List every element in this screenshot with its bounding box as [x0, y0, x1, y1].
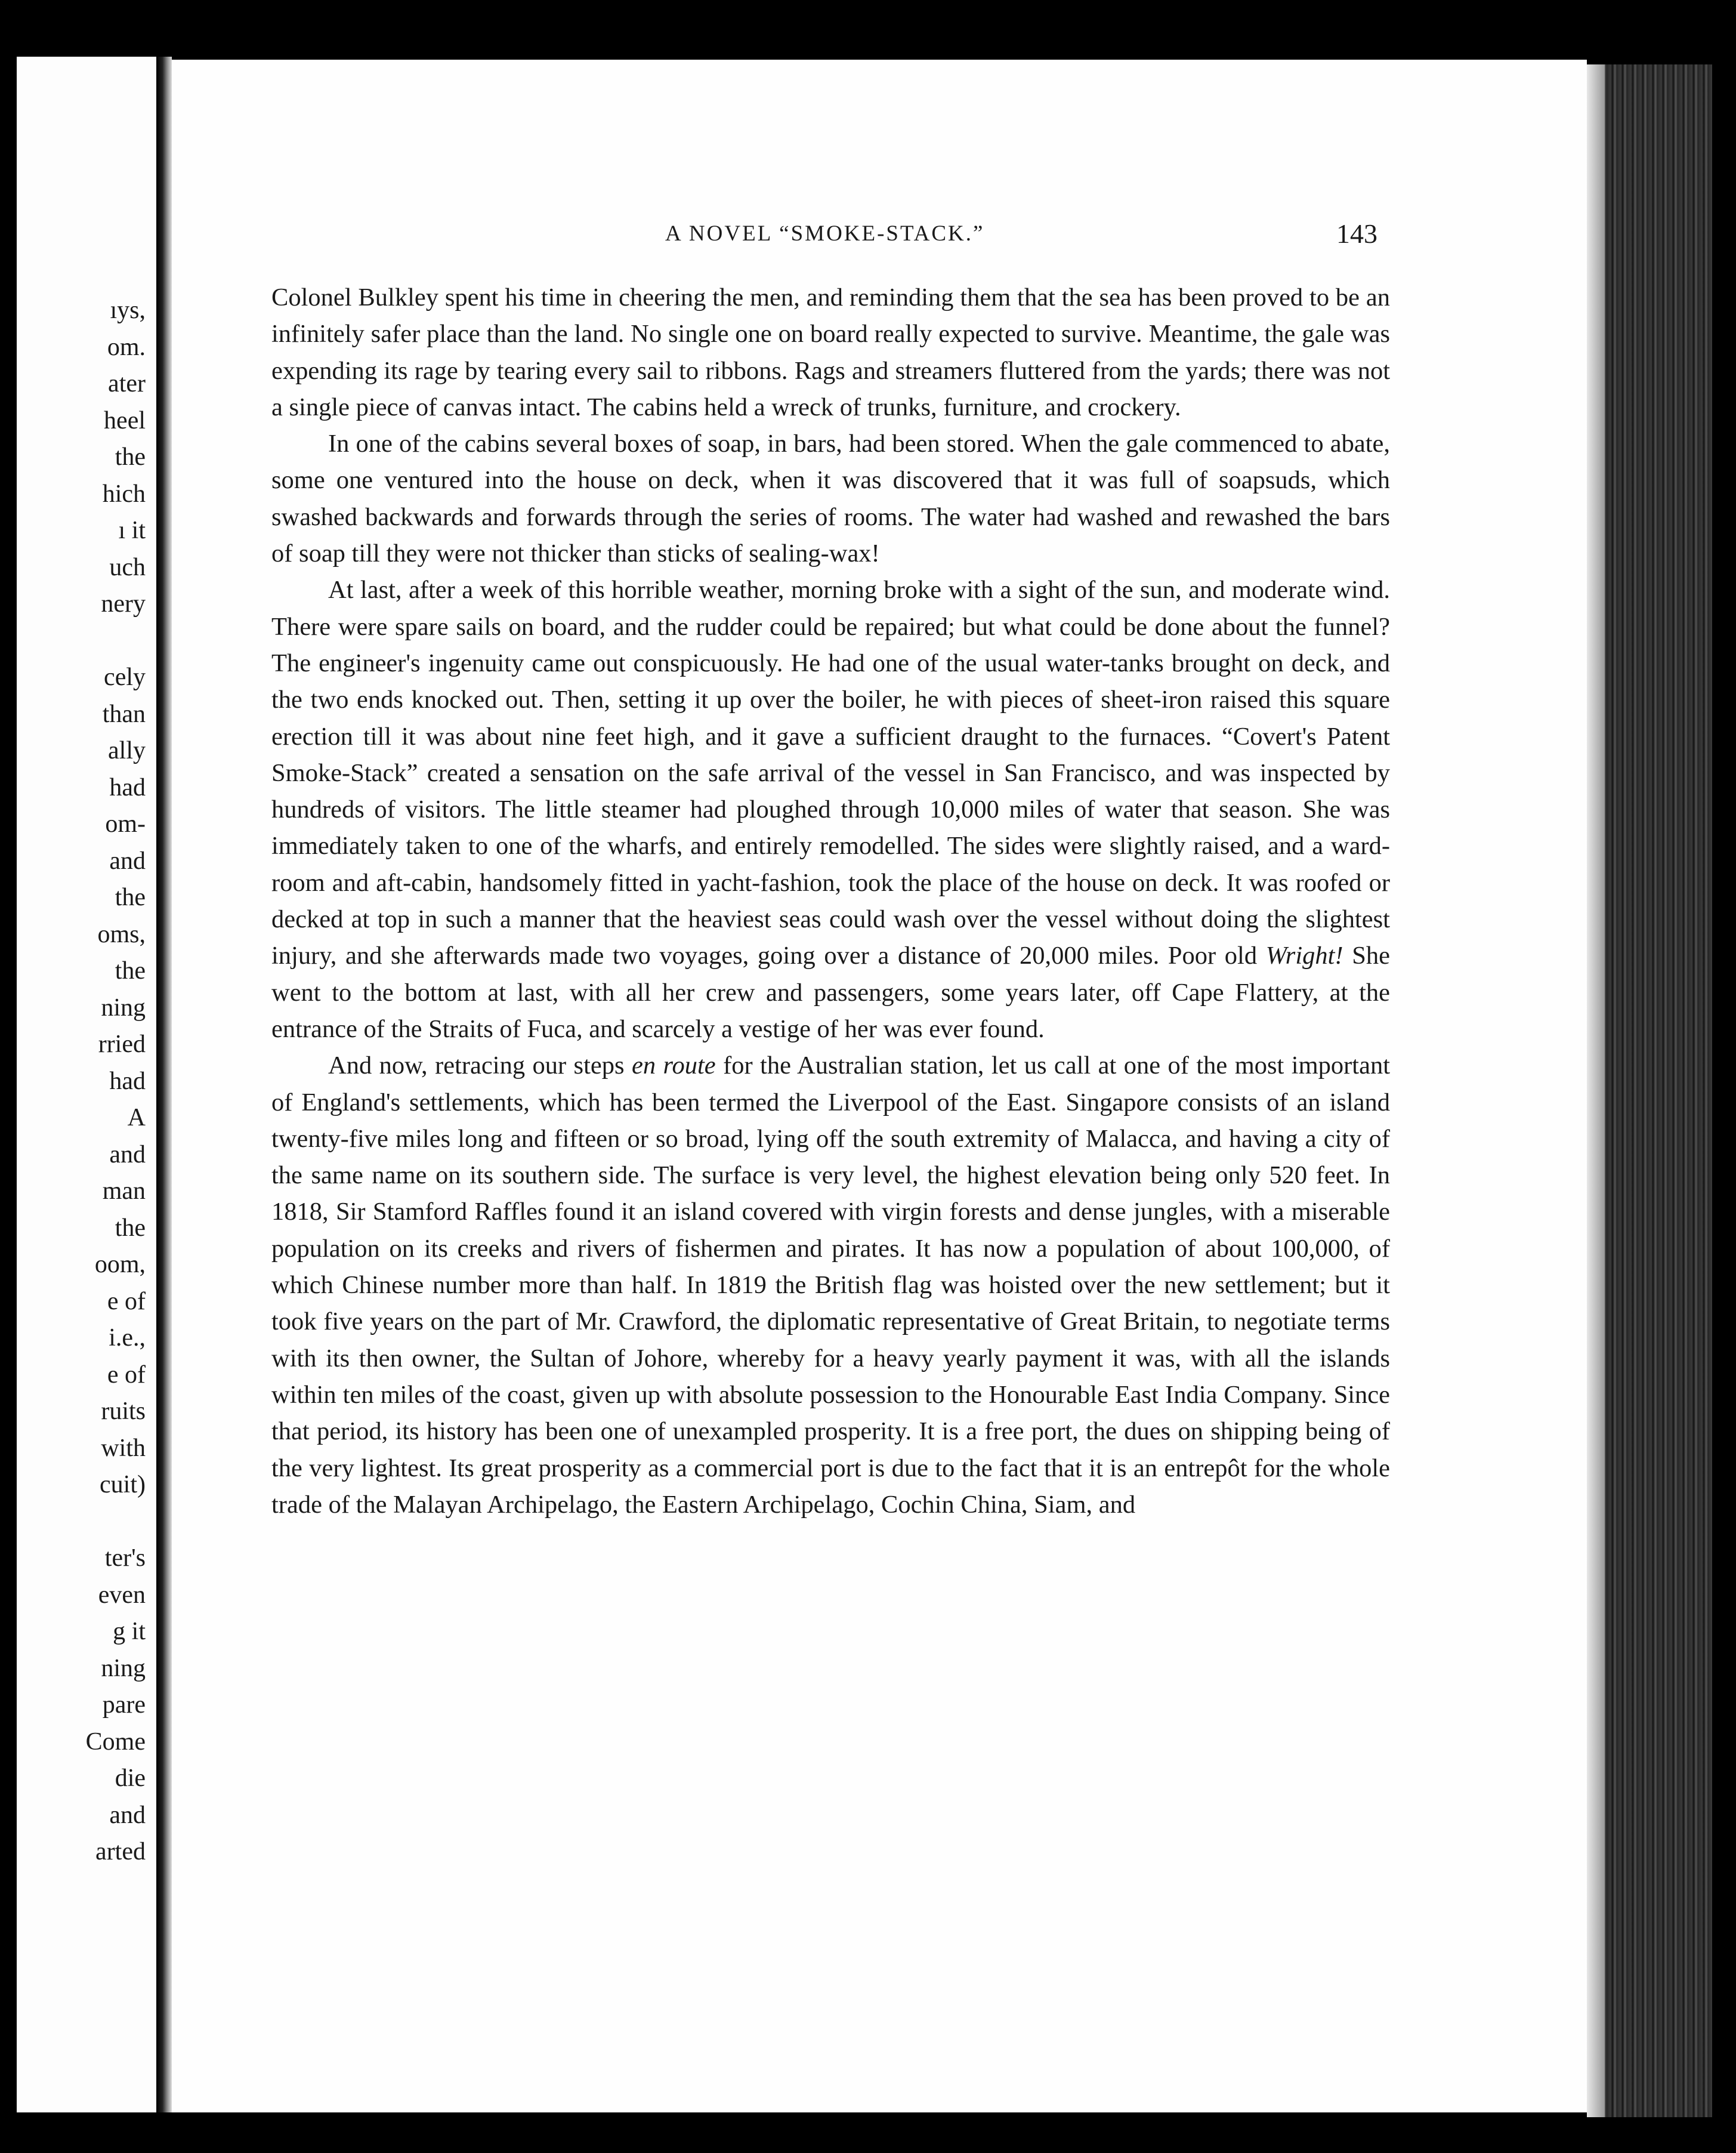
left-page-fragment: hich — [102, 480, 146, 508]
left-page-fragment: and — [109, 1140, 146, 1168]
left-page-fragment: the — [115, 443, 146, 471]
left-page-fragment: cely — [104, 664, 146, 691]
left-page-fragment: ıys, — [110, 297, 146, 324]
left-page-fragment: g it — [113, 1618, 146, 1645]
left-page-fragment: e of — [107, 1361, 146, 1389]
left-page-fragment: man — [102, 1177, 146, 1205]
left-page — [17, 57, 156, 2112]
book-gutter — [156, 57, 172, 2112]
paragraph-1 — [271, 279, 1390, 425]
left-page-fragment: the — [115, 884, 146, 911]
page-edge-shadow — [1587, 64, 1605, 2117]
left-page-fragment: oom, — [94, 1251, 146, 1278]
left-page-fragment: the — [115, 1214, 146, 1242]
left-page-fragment: Come — [85, 1728, 146, 1756]
paragraph-2 — [271, 425, 1390, 572]
left-page-fragment: ning — [101, 1654, 146, 1682]
left-page-fragment: and — [109, 1801, 146, 1829]
left-page-fragment: om- — [105, 810, 146, 838]
left-page-fragment: heel — [104, 406, 146, 434]
left-page-fragment: uch — [109, 553, 146, 581]
left-page-fragment: had — [109, 773, 146, 801]
left-page-fragment: e of — [107, 1287, 146, 1315]
left-page-fragment: pare — [102, 1691, 146, 1719]
body-text — [271, 279, 1390, 1523]
left-page-fragment: nery — [101, 590, 146, 618]
left-page-fragment: even — [98, 1581, 146, 1609]
paragraph-2-text: In one of the cabins several boxes of soap, in bars, had been stored. When the gale commenced to abate, some one ventured into the house on deck, when it was discovered that it was full of soapsuds, which swashed backwards and forwards through the series of rooms. The water had washed and rewashed the bars of soap till they were not thicker than sticks of sealing-wax! — [271, 430, 1390, 568]
left-page-fragment — [17, 623, 146, 660]
left-page-fragment: ter's — [104, 1544, 146, 1572]
left-page-fragment: and — [109, 847, 146, 875]
left-page-fragment: ning — [101, 994, 146, 1022]
left-page-fragment: A — [127, 1104, 146, 1131]
paragraph-3-italic: Wright! — [1265, 942, 1343, 970]
left-page-fragment: ally — [108, 737, 146, 764]
left-page-fragment: than — [102, 700, 146, 728]
left-page-fragment: the — [115, 957, 146, 985]
paragraph-4-text-end: for the Australian station, let us call at one of the most important of England's settlements, which has been termed the Liverpool of the East. Singapore consists of an island twenty-five miles long and fifteen or so broad, lying off the south extremity of Malacca, and having a city of the same name on its southern side. The surface is very level, the highest elevation being only 520 feet. In 1818, Sir Stamford Raffles found it an island covered with virgin forests and dense jungles, with a miserable population on its creeks and rivers of fishermen and pirates. It has now a population of about 100,000, of which Chinese number more than half. In 1819 the British flag was hoisted over the new settlement; but it took five years on the part of Mr. Crawford, the diplomatic representative of Great Britain, to negotiate terms with its then owner, the Sultan of Johore, whereby for a heavy yearly payment it was, with all the islands within ten miles of the coast, given up with absolute possession to the Honourable East India Company. Since that period, its history has been one of unexampled prosperity. It is a free port, the dues on shipping being of the very lightest. Its great prosperity as a commercial port is due to the fact that it is an entrepôt for the whole trade of the Malayan Archipelago, the Eastern Archipelago, Cochin China, Siam, and — [271, 1051, 1391, 1519]
left-page-fragment: with — [101, 1434, 146, 1462]
page-edges — [1587, 64, 1712, 2117]
paragraph-4-italic: en route — [631, 1051, 716, 1080]
left-page-fragment: i.e., — [109, 1324, 146, 1352]
left-page-fragment — [17, 1504, 146, 1541]
paragraph-1-text: Colonel Bulkley spent his time in cheering the men, and reminding them that the sea has been proved to be an infinitely safer place than the land. No single one on board really expected to survive. Meantime, the gale was expending its rage by tearing every sail to ribbons. Rags and streamers fluttered from the yards; there was not a single piece of canvas intact. The cabins held a wreck of trunks, furniture, and crockery. — [271, 283, 1390, 421]
left-page-fragment: ater — [108, 370, 146, 397]
left-page-fragment: arted — [95, 1838, 146, 1865]
left-page-fragment: oms, — [97, 920, 146, 948]
paragraph-4-text-start: And now, retracing our steps — [328, 1051, 632, 1080]
left-page-fragment: die — [115, 1765, 146, 1792]
paragraph-3-text-end: She went to the bottom at last, with all her crew and passengers, some years later, off Cape Flattery, at the entrance of the Straits of Fuca, and scarcely a vestige of her was ever found. — [271, 942, 1390, 1043]
paragraph-3-text-start: At last, after a week of this horrible weather, morning broke with a sight of the sun, and moderate wind. There were spare sails on board, and the rudder could be repaired; but what could be done about the funnel? The engineer's ingenuity came out conspicuously. He had one of the usual water-tanks brought on deck, and the two ends knocked out. Then, setting it up over the boiler, he with pieces of sheet-iron raised this square erection till it was about nine feet high, and it gave a sufficient draught to the furnaces. “Covert's Patent Smoke-Stack” created a sensation on the safe arrival of the vessel in San Francisco, and was inspected by hundreds of visitors. The little steamer had ploughed through 10,000 miles of water that season. She was immediately taken to one of the wharfs, and entirely remodelled. The sides were slightly raised, and a ward-room and aft-cabin, handsomely fitted in yacht-fashion, took the place of the house on deck. It was roofed or decked at top in such a manner that the heaviest seas could wash over the vessel without doing the slightest injury, and she afterwards made two voyages, going over a distance of 20,000 miles. Poor old — [271, 576, 1390, 970]
left-page-fragment: ı it — [118, 517, 146, 544]
left-page-fragment: cuit) — [100, 1471, 146, 1498]
left-page-fragment: om. — [107, 333, 146, 361]
paragraph-4 — [271, 1047, 1390, 1523]
paragraph-3 — [271, 572, 1390, 1047]
left-page-fragment: rried — [98, 1031, 146, 1058]
page-number: 143 — [1336, 218, 1377, 249]
left-page-fragment: had — [109, 1067, 146, 1095]
running-head: A NOVEL “SMOKE-STACK.” — [665, 221, 985, 246]
left-page-fragment: ruits — [101, 1398, 146, 1425]
left-page-text-fragments — [17, 292, 146, 1871]
